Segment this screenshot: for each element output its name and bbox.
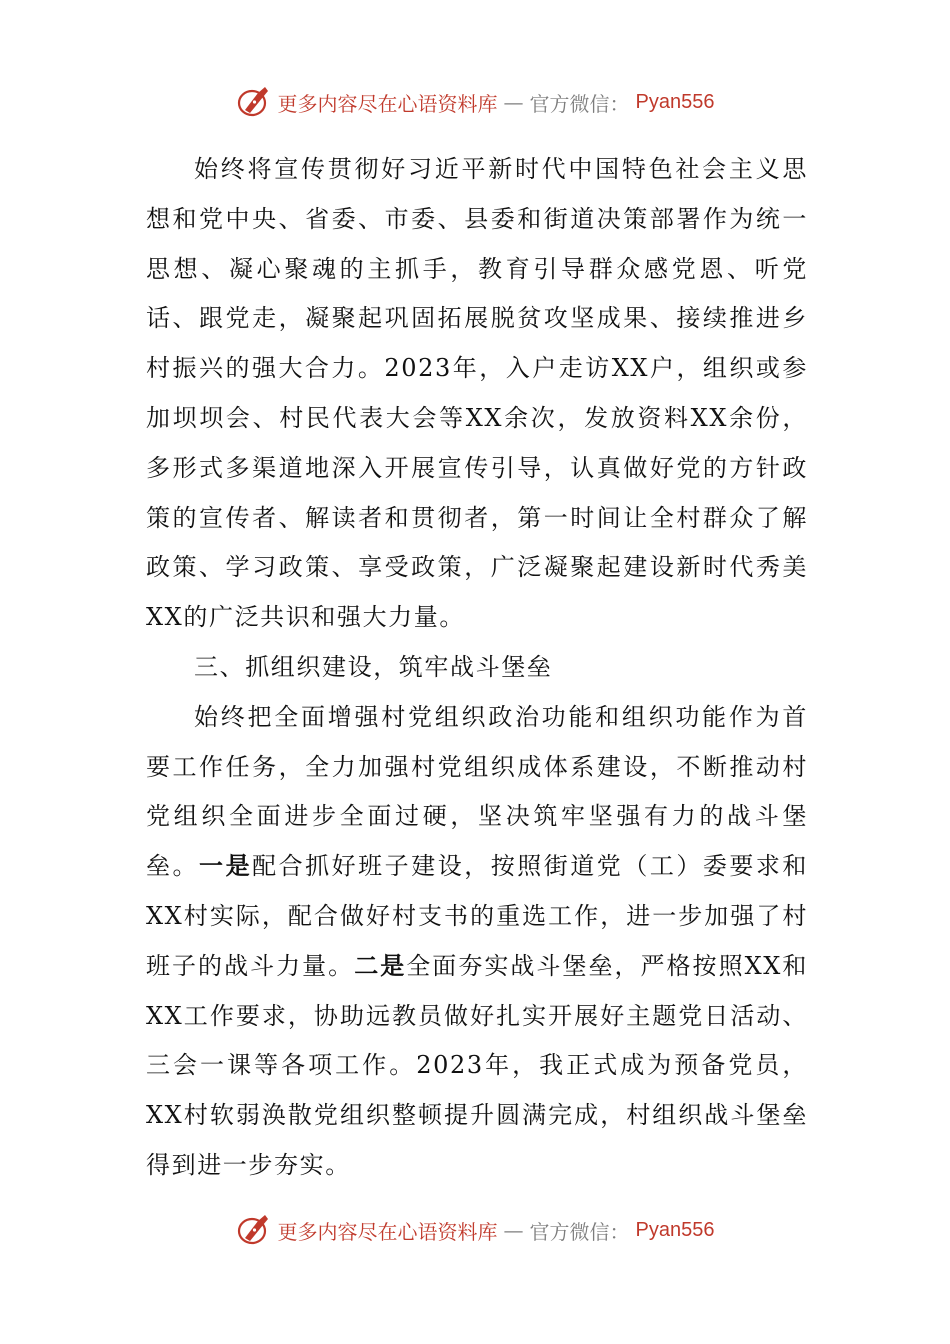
section-heading-3: 三、抓组织建设，筑牢战斗堡垒 bbox=[194, 652, 553, 681]
paragraph-propaganda: 始终将宣传贯彻好习近平新时代中国特色社会主义思想和党中央、省委、市委、县委和街道决策部署作为统一思想、凝心聚魂的主抓手，教育引导群众感党恩、听党话、跟党走，凝聚起巩固拓展脱贫攻坚成果、接续推进乡村振兴的强大合力。2023年，入户走访XX户，组织或参加坝坝会、村民代表大会等XX余次，发放资料XX余份，多形式多渠道地深入开展宣传引导，认真做好党的方针政策的宣传者、解读者和贯彻者，第一时间让全村群众了解政策、学习政策、享受政策，广泛凝聚起建设新时代秀美XX的广泛共识和强大力量。 bbox=[146, 155, 808, 632]
point-one-label: 一是 bbox=[199, 852, 253, 881]
banner-main-text: 更多内容尽在心语资料库 bbox=[277, 91, 498, 116]
banner-sub-text: 官方微信： bbox=[529, 91, 630, 116]
header-banner bbox=[0, 82, 950, 122]
paragraph-organization-intro: 始终把全面增强村党组织政治功能和组织功能作为首要工作任务，全力加强村党组织成体系建设，不断推动村党组织全面进步全面过硬，坚决筑牢坚强有力的战斗堡垒。 bbox=[146, 702, 808, 881]
point-two-label: 二是 bbox=[354, 951, 407, 980]
footer-banner bbox=[0, 1210, 950, 1250]
banner-main-text: 更多内容尽在心语资料库 bbox=[277, 1219, 498, 1244]
banner-dash: — bbox=[503, 1218, 524, 1242]
banner-dash: — bbox=[503, 90, 524, 114]
pen-nib-logo-icon bbox=[236, 1212, 272, 1248]
banner-wechat-id: Pyan556 bbox=[635, 90, 715, 113]
banner-wechat-id: Pyan556 bbox=[635, 1218, 715, 1241]
pen-nib-logo-icon bbox=[236, 84, 272, 120]
point-two-text: 全面夯实战斗堡垒，严格按照XX和XX工作要求，协助远教员做好扎实开展好主题党日活动、三会一课等各项工作。2023年，我正式成为预备党员，XX村软弱涣散党组织整顿提升圆满完成，村组织战斗堡垒得到进一步夯实。 bbox=[146, 951, 808, 1179]
point-one-text: 配合抓好班子建设，按照街道党（工）委要求和XX村实际，配合做好村支书的重选工作，进一步加强了村班子的战斗力量。 bbox=[146, 852, 809, 980]
paragraph-organization bbox=[146, 693, 808, 1191]
document-body bbox=[146, 145, 808, 1191]
banner-sub-text: 官方微信： bbox=[529, 1219, 630, 1244]
